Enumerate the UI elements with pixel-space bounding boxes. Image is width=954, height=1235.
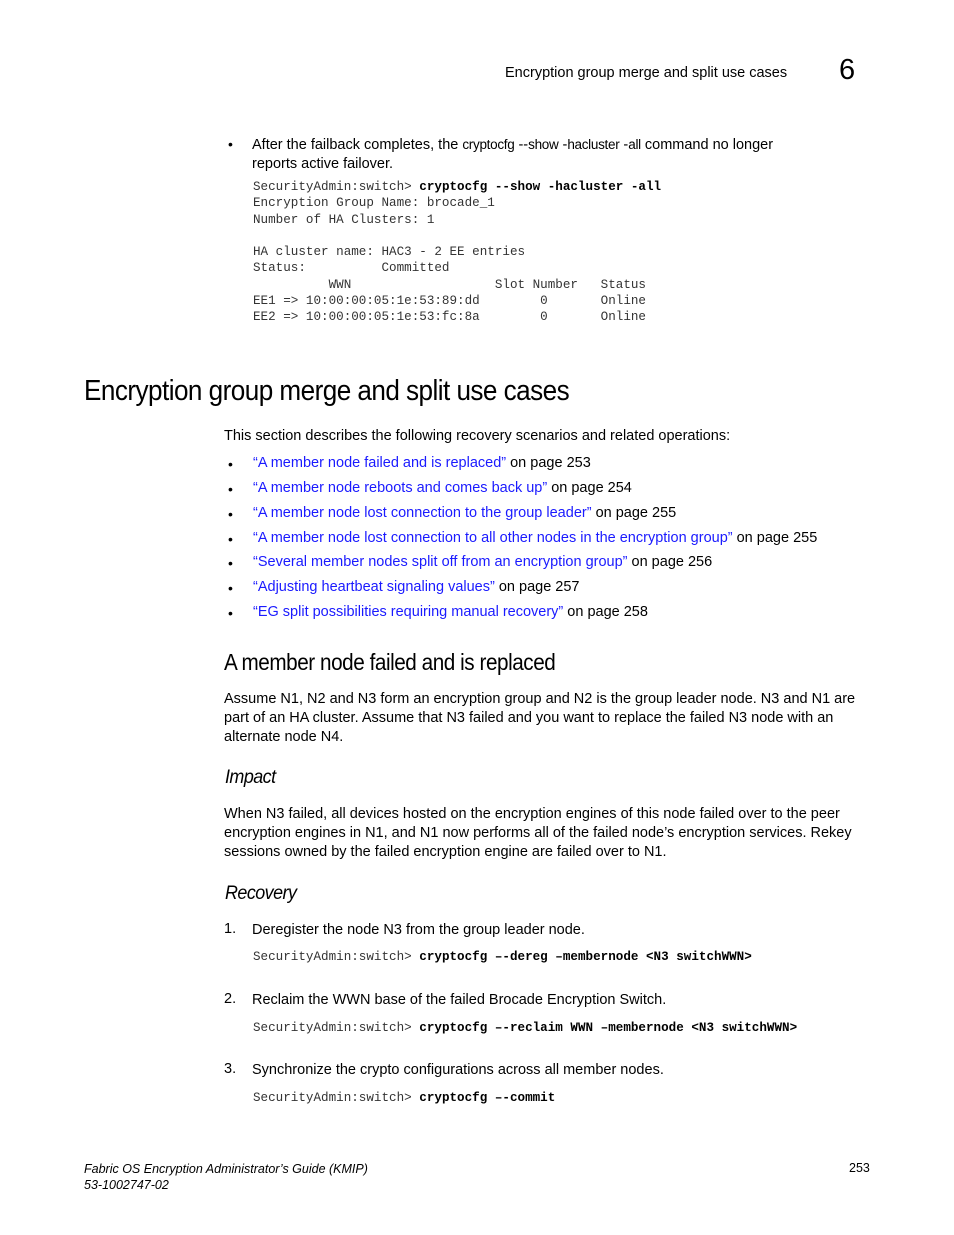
chapter-number: 6 — [839, 54, 856, 86]
impact-heading: Impact — [225, 766, 276, 788]
step-command: SecurityAdmin:switch> cryptocfg –-commit — [253, 1091, 556, 1105]
list-item: “A member node reboots and comes back up” on page 254 — [253, 480, 632, 496]
list-item: “EG split possibilities requiring manual recovery” on page 258 — [253, 604, 648, 620]
impact-paragraph: When N3 failed, all devices hosted on the encryption engines of this node failed over to the peer encryption engines in N1, and N1 now performs all of the failed node’s encryption services. Rekey sessions owned by the failed encryption engine are failed over to N1. — [224, 806, 852, 860]
step-number: 2. — [224, 991, 237, 1007]
step-text: Reclaim the WWN base of the failed Brocade Encryption Switch. — [252, 992, 667, 1008]
subsection-title: A member node failed and is replaced — [224, 649, 556, 675]
step-text: Deregister the node N3 from the group leader node. — [252, 922, 585, 938]
bullet-dot: • — [228, 456, 233, 472]
link-eg-split-manual-recovery[interactable]: “EG split possibilities requiring manual recovery” — [253, 604, 564, 620]
link-lost-connection-all-nodes[interactable]: “A member node lost connection to all other nodes in the encryption group” — [253, 530, 733, 546]
bullet-dot: • — [228, 136, 233, 152]
list-item: “A member node lost connection to all other nodes in the encryption group” on page 255 — [253, 530, 818, 546]
section-intro: This section describes the following recovery scenarios and related operations: — [224, 428, 731, 444]
code-block-hacluster: SecurityAdmin:switch> cryptocfg --show -hacluster -all Encryption Group Name: brocade_1 Number of HA Clusters: 1 HA cluster name: HAC3 - 2 EE entries Status: Committed WWN Slot Number Status EE1 => 10:00:00:05:1e:53:89:dd 0 Online EE2 => 10:00:00:05:1e:53:fc:8a 0 Online — [253, 180, 662, 325]
bullet-dot: • — [228, 555, 233, 571]
footer-doc-info — [84, 1161, 368, 1193]
bullet-dot: • — [228, 506, 233, 522]
footer-doc-number: 53-1002747-02 — [84, 1178, 169, 1192]
page-number: 253 — [849, 1161, 870, 1175]
bullet-dot: • — [228, 531, 233, 547]
footer-doc-title: Fabric OS Encryption Administrator’s Guide (KMIP) — [84, 1162, 368, 1176]
list-item: “Several member nodes split off from an encryption group” on page 256 — [253, 554, 713, 570]
bullet-dot: • — [228, 481, 233, 497]
link-member-node-failed[interactable]: “A member node failed and is replaced” — [253, 455, 507, 471]
recovery-heading: Recovery — [225, 882, 297, 904]
link-lost-connection-leader[interactable]: “A member node lost connection to the group leader” — [253, 505, 592, 521]
step-command: SecurityAdmin:switch> cryptocfg –-reclaim WWN –membernode <N3 switchWWN> — [253, 1021, 798, 1035]
running-header-title: Encryption group merge and split use cases — [505, 65, 788, 81]
link-several-nodes-split[interactable]: “Several member nodes split off from an encryption group” — [253, 554, 628, 570]
list-item: “A member node lost connection to the group leader” on page 255 — [253, 505, 677, 521]
list-item: “Adjusting heartbeat signaling values” on page 257 — [253, 579, 580, 595]
subsection-paragraph: Assume N1, N2 and N3 form an encryption group and N2 is the group leader node. N3 and N1 are part of an HA cluster. Assume that N3 failed and you want to replace the failed N3 node with an alternate node N4. — [224, 691, 856, 745]
bullet-dot: • — [228, 605, 233, 621]
list-item: “A member node failed and is replaced” on page 253 — [253, 455, 591, 471]
intro-bullet-text: After the failback completes, the cryptocfg --show -hacluster -all command no longer reports active failover. — [252, 137, 774, 172]
bullet-dot: • — [228, 580, 233, 596]
section-title: Encryption group merge and split use cases — [84, 375, 570, 407]
step-number: 1. — [224, 921, 237, 937]
step-command: SecurityAdmin:switch> cryptocfg –-dereg –membernode <N3 switchWWN> — [253, 950, 752, 964]
link-heartbeat-values[interactable]: “Adjusting heartbeat signaling values” — [253, 579, 495, 595]
step-number: 3. — [224, 1061, 237, 1077]
link-member-node-reboots[interactable]: “A member node reboots and comes back up” — [253, 480, 548, 496]
step-text: Synchronize the crypto configurations across all member nodes. — [252, 1062, 664, 1078]
